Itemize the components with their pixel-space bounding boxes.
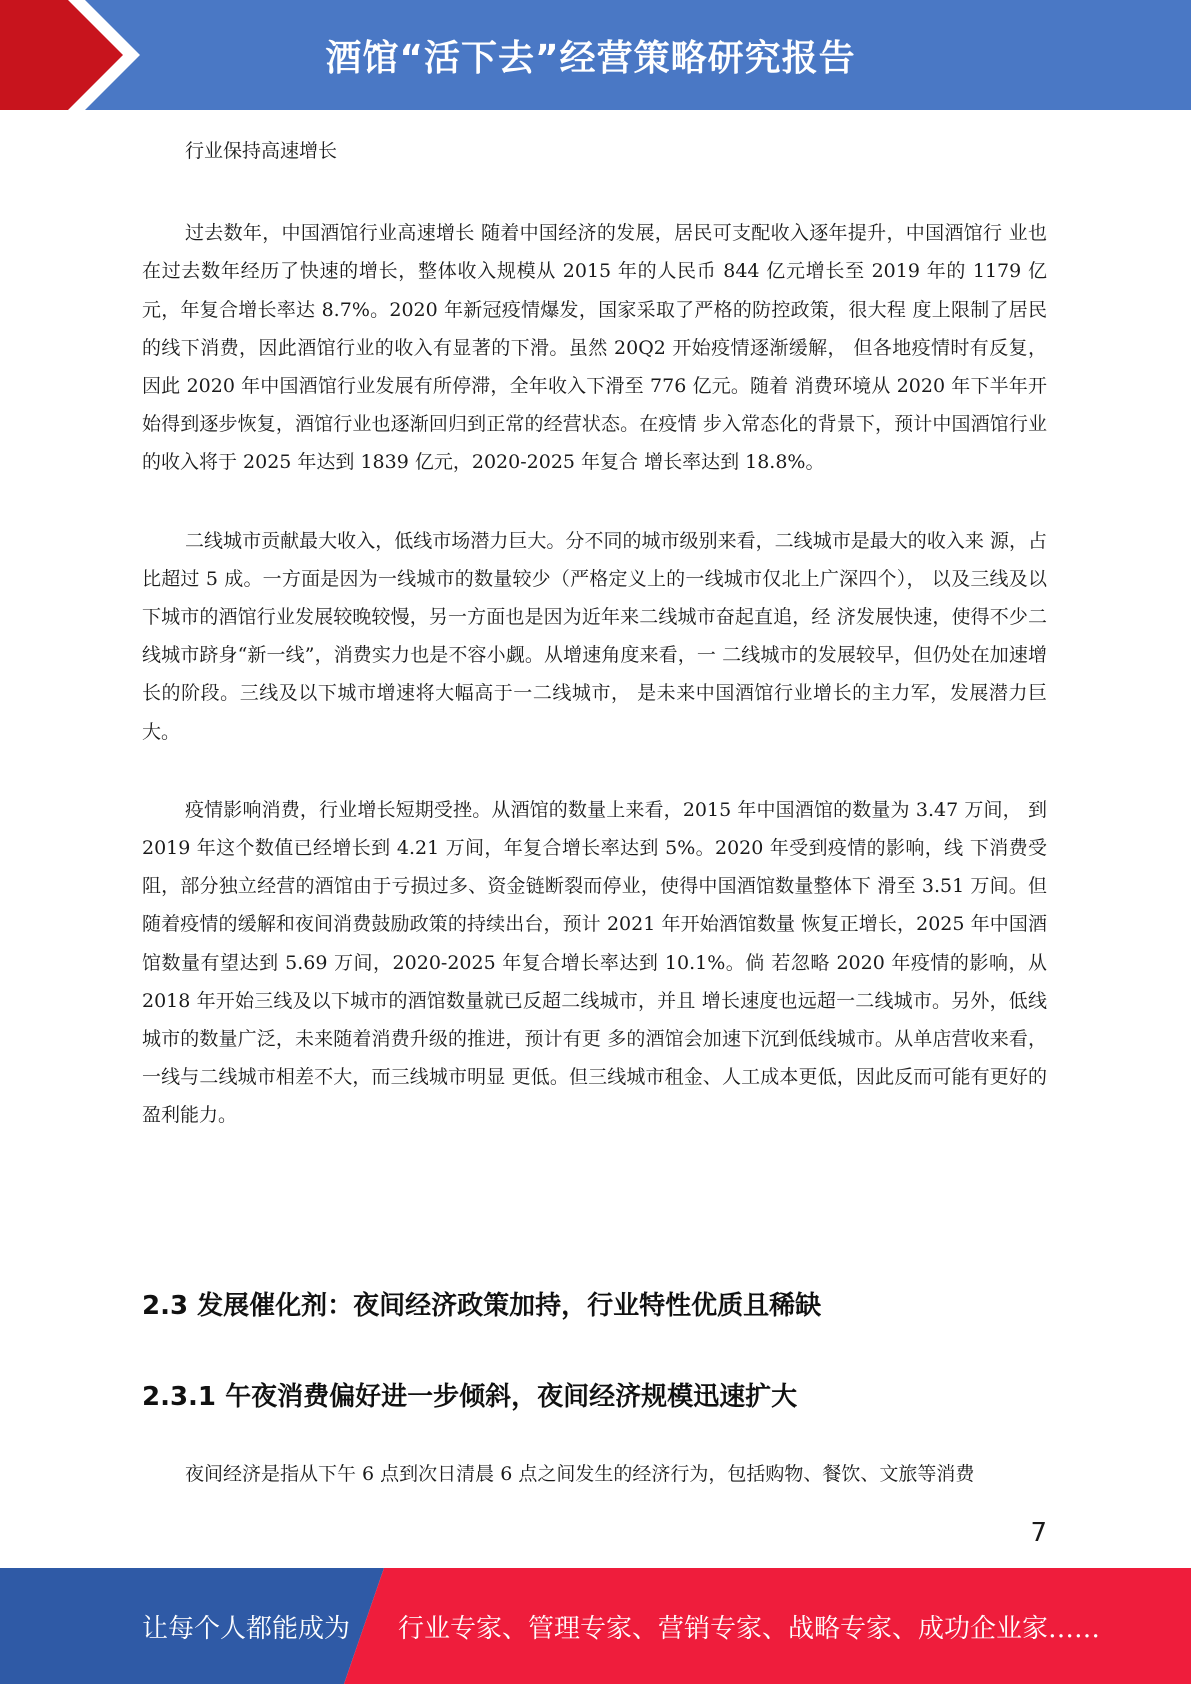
paragraph-5: 夜间经济是指从下午 6 点到次日清晨 6 点之间发生的经济行为，包括购物、餐饮、文旅等消费 [185, 1463, 975, 1485]
footer-slogan-left: 让每个人都能成为 [142, 1613, 351, 1644]
document-title: 酒馆“活下去”经营策略研究报告 [325, 37, 856, 79]
body-content [142, 132, 1047, 1175]
footer-slogan-right: 行业专家、管理专家、营销专家、战略专家、成功企业家…… [398, 1613, 1101, 1644]
paragraph-2: 过去数年，中国酒馆行业高速增长 随着中国经济的发展，居民可支配收入逐年提升，中国酒馆行 业也在过去数年经历了快速的增长，整体收入规模从 2015 年的人民币 844 亿元增长至 2019 年的 1179 亿元，年复合增长率达 8.7%。2020 年新冠疫情爆发，国家采取了严格的防控政策，很大程 度上限制了居民的线下消费，因此酒馆行业的收入有显著的下滑。虽然 20Q2 开始疫情逐渐缓解， 但各地疫情时有反复，因此 2020 年中国酒馆行业发展有所停滞，全年收入下滑至 776 亿元。随着 消费环境从 2020 年下半年开始得到逐步恢复，酒馆行业也逐渐回归到正常的经营状态。在疫情 步入常态化的背景下，预计中国酒馆行业的收入将于 2025 年达到 1839 亿元，2020-2025 年复合 增长率达到 18.8%。 [142, 222, 1047, 474]
chevron-banner-icon [0, 0, 150, 110]
page-header [0, 0, 1191, 110]
page-number: 7 [1030, 1518, 1047, 1548]
paragraph-4: 疫情影响消费，行业增长短期受挫。从酒馆的数量上来看，2015 年中国酒馆的数量为 3.47 万间， 到 2019 年这个数值已经增长到 4.21 万间，年复合增长率达到 5%。2020 年受到疫情的影响，线 下消费受阻，部分独立经营的酒馆由于亏损过多、资金链断裂而停业，使得中国酒馆数量整体下 滑至 3.51 万间。但随着疫情的缓解和夜间消费鼓励政策的持续出台，预计 2021 年开始酒馆数量 恢复正增长，2025 年中国酒馆数量有望达到 5.69 万间，2020-2025 年复合增长率达到 10.1%。倘 若忽略 2020 年疫情的影响，从 2018 年开始三线及以下城市的酒馆数量就已反超二线城市，并且 增长速度也远超一二线城市。另外，低线城市的数量广泛，未来随着消费升级的推进，预计有更 多的酒馆会加速下沉到低线城市。从单店营收来看，一线与二线城市相差不大，而三线城市明显 更低。但三线城市租金、人工成本更低，因此反而可能有更好的盈利能力。 [142, 798, 1047, 1127]
paragraph-1: 行业保持高速增长 [185, 140, 338, 162]
section-heading: 2.3 发展催化剂：夜间经济政策加持，行业特性优质且稀缺 [142, 1291, 822, 1321]
paragraph-3: 二线城市贡献最大收入，低线市场潜力巨大。分不同的城市级别来看，二线城市是最大的收入来 源，占比超过 5 成。一方面是因为一线城市的数量较少（严格定义上的一线城市仅北上广深四个）， 以及三线及以下城市的酒馆行业发展较晚较慢，另一方面也是因为近年来二线城市奋起直追，经 济发展快速，使得不少二线城市跻身“新一线”，消费实力也是不容小觑。从增速角度来看，一 二线城市的发展较早，但仍处在加速增长的阶段。三线及以下城市增速将大幅高于一二线城市， 是未来中国酒馆行业增长的主力军，发展潜力巨大。 [142, 529, 1047, 743]
subsection-heading: 2.3.1 午夜消费偏好进一步倾斜，夜间经济规模迅速扩大 [142, 1382, 798, 1412]
page-footer [0, 1568, 1191, 1684]
